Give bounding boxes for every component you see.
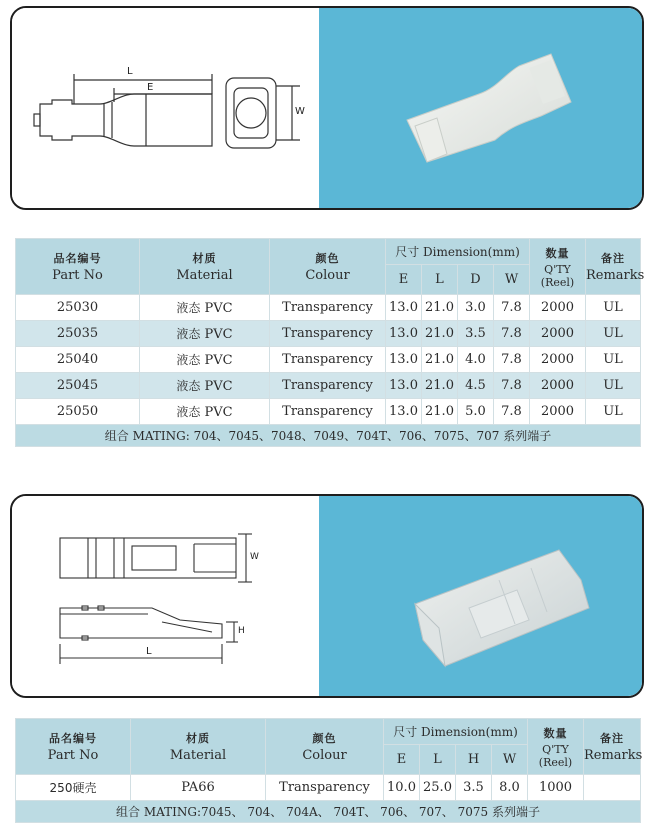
cell-dim: 21.0 xyxy=(422,399,458,425)
cell-dim: 13.0 xyxy=(386,295,422,321)
cell-dim: 7.8 xyxy=(494,399,530,425)
cell-remarks xyxy=(584,775,641,801)
drawing-label-W: W xyxy=(295,106,305,117)
cell-dim: 3.5 xyxy=(458,321,494,347)
header-dim-W: W xyxy=(492,745,528,775)
cell-qty: 2000 xyxy=(530,373,586,399)
header-remarks: 备注 Remarks xyxy=(586,239,641,295)
table-row xyxy=(16,373,641,399)
technical-drawing-2 xyxy=(12,496,317,696)
cell-part-no: 25040 xyxy=(16,347,140,373)
cell-remarks: UL xyxy=(586,373,641,399)
product-photo-2 xyxy=(319,496,642,696)
cell-colour: Transparency xyxy=(266,775,384,801)
cell-dim: 10.0 xyxy=(384,775,420,801)
mating-footer: 组合 MATING: 704、7045、7048、7049、704T、706、7075、707 系列端子 xyxy=(16,425,641,447)
cell-dim: 7.8 xyxy=(494,347,530,373)
cell-material: 液态 PVC xyxy=(140,321,270,347)
drawing-label-H: H xyxy=(238,626,245,636)
cell-part-no: 25030 xyxy=(16,295,140,321)
cell-dim: 13.0 xyxy=(386,347,422,373)
cell-colour: Transparency xyxy=(270,347,386,373)
cell-material: 液态 PVC xyxy=(140,373,270,399)
cell-dim: 4.0 xyxy=(458,347,494,373)
header-part-no: 品名编号 Part No xyxy=(16,719,131,775)
cell-colour: Transparency xyxy=(270,373,386,399)
cell-dim: 7.8 xyxy=(494,295,530,321)
cell-part-no: 25050 xyxy=(16,399,140,425)
header-dim-D: D xyxy=(458,265,494,295)
header-colour: 颜色 Colour xyxy=(266,719,384,775)
table-row xyxy=(16,399,641,425)
drawing-label-L: L xyxy=(146,646,152,657)
header-dimension: 尺寸 Dimension(mm) xyxy=(384,719,528,745)
header-colour: 颜色 Colour xyxy=(270,239,386,295)
cell-dim: 3.5 xyxy=(456,775,492,801)
cell-material: 液态 PVC xyxy=(140,399,270,425)
sleeve-side-outline xyxy=(40,94,212,146)
table-row xyxy=(16,775,641,801)
cell-dim: 21.0 xyxy=(422,373,458,399)
cell-remarks: UL xyxy=(586,295,641,321)
cell-remarks: UL xyxy=(586,399,641,425)
drawing-label-E: E xyxy=(147,82,154,93)
header-dim-E: E xyxy=(384,745,420,775)
table-row xyxy=(16,347,641,373)
spec-table-2 xyxy=(15,718,641,823)
cell-qty: 2000 xyxy=(530,295,586,321)
cell-material: 液态 PVC xyxy=(140,347,270,373)
drawing-label-L: L xyxy=(127,66,133,77)
cell-material: PA66 xyxy=(131,775,266,801)
technical-drawing-1 xyxy=(12,8,317,208)
product-panel-1 xyxy=(10,6,644,210)
cell-part-no: 250硬壳 xyxy=(16,775,131,801)
cell-dim: 7.8 xyxy=(494,321,530,347)
cell-dim: 13.0 xyxy=(386,399,422,425)
cell-dim: 7.8 xyxy=(494,373,530,399)
header-dim-E: E xyxy=(386,265,422,295)
product-panel-2 xyxy=(10,494,644,698)
cell-dim: 21.0 xyxy=(422,295,458,321)
cell-dim: 21.0 xyxy=(422,321,458,347)
cell-dim: 8.0 xyxy=(492,775,528,801)
cell-qty: 2000 xyxy=(530,321,586,347)
cell-remarks: UL xyxy=(586,321,641,347)
spec-table-1 xyxy=(15,238,645,447)
cell-dim: 3.0 xyxy=(458,295,494,321)
cell-remarks: UL xyxy=(586,347,641,373)
cell-dim: 5.0 xyxy=(458,399,494,425)
header-material: 材质 Material xyxy=(131,719,266,775)
housing-side-view xyxy=(60,608,222,638)
cell-material: 液态 PVC xyxy=(140,295,270,321)
header-material: 材质 Material xyxy=(140,239,270,295)
table-row xyxy=(16,295,641,321)
cell-part-no: 25045 xyxy=(16,373,140,399)
product-photo-1 xyxy=(319,8,642,208)
transparent-housing-image xyxy=(415,550,589,666)
mating-footer: 组合 MATING:7045、 704、 704A、 704T、 706、 707、 7075 系列端子 xyxy=(16,801,641,823)
header-qty: 数量 Q'TY (Reel) xyxy=(530,239,586,295)
cell-colour: Transparency xyxy=(270,321,386,347)
drawing-label-W: W xyxy=(250,552,259,562)
header-dimension: 尺寸 Dimension(mm) xyxy=(386,239,530,265)
cell-dim: 13.0 xyxy=(386,373,422,399)
cell-qty: 2000 xyxy=(530,347,586,373)
table-row xyxy=(16,321,641,347)
header-qty: 数量 Q'TY (Reel) xyxy=(528,719,584,775)
cell-dim: 21.0 xyxy=(422,347,458,373)
cell-qty: 2000 xyxy=(530,399,586,425)
header-dim-W: W xyxy=(494,265,530,295)
cell-dim: 25.0 xyxy=(420,775,456,801)
header-part-no: 品名编号 Part No xyxy=(16,239,140,295)
header-dim-L: L xyxy=(420,745,456,775)
header-dim-L: L xyxy=(422,265,458,295)
header-dim-H: H xyxy=(456,745,492,775)
cell-qty: 1000 xyxy=(528,775,584,801)
cell-colour: Transparency xyxy=(270,295,386,321)
cell-dim: 4.5 xyxy=(458,373,494,399)
transparent-sleeve-image xyxy=(407,54,571,162)
cell-colour: Transparency xyxy=(270,399,386,425)
cell-dim: 13.0 xyxy=(386,321,422,347)
cell-part-no: 25035 xyxy=(16,321,140,347)
header-remarks: 备注 Remarks xyxy=(584,719,641,775)
